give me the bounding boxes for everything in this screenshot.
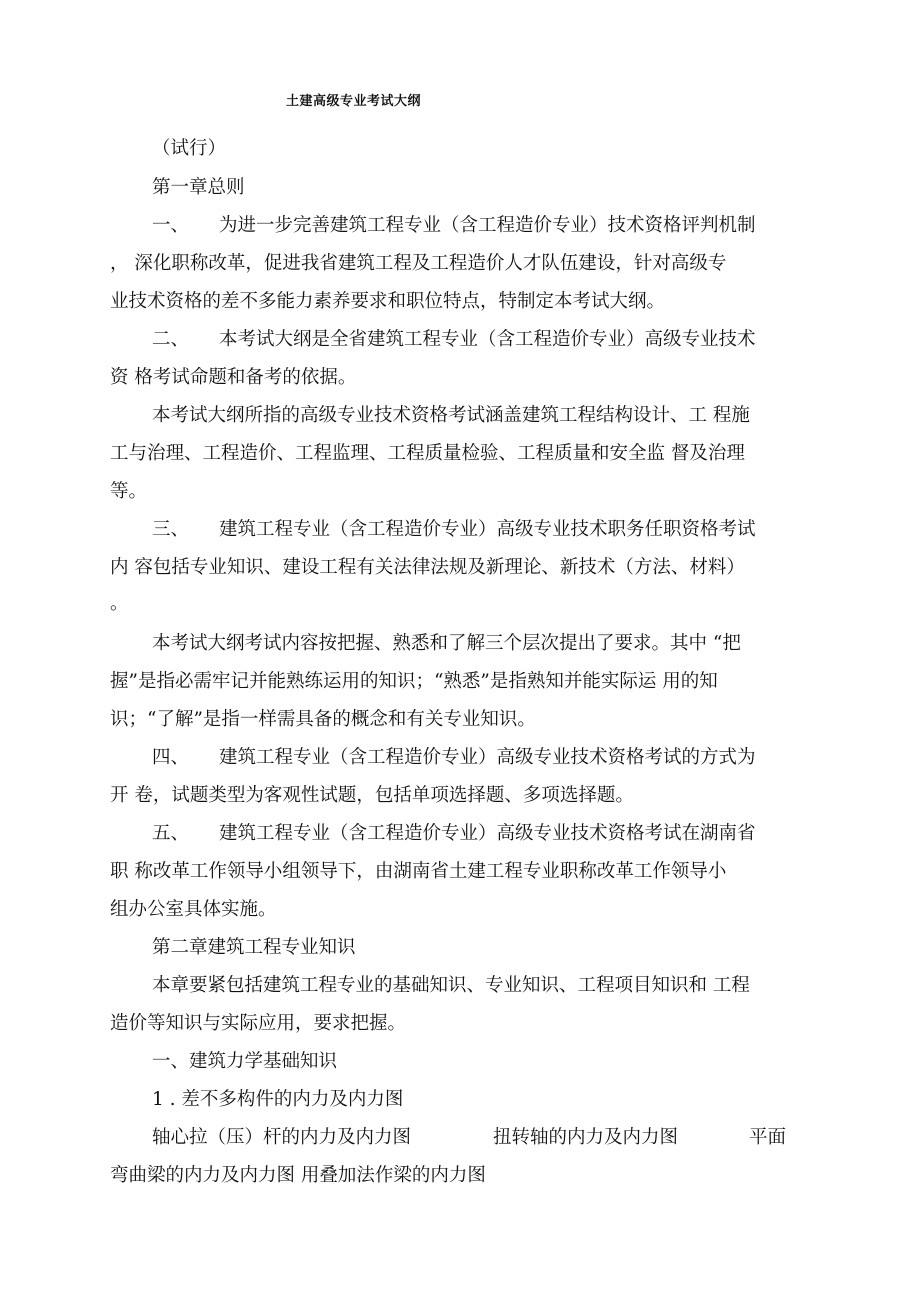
paragraph-5-line-1: 本考试大纲考试内容按把握、熟悉和了解三个层次提出了要求。其中 “把 [152,633,741,654]
paragraph-6-line-2: 开 卷，试题类型为客观性试题，包括单项选择题、多项选择题。 [110,785,634,806]
paragraph-8-line-2: 造价等知识与实际应用，要求把握。 [110,1013,407,1034]
item-torsion-shaft: 扭转轴的内力及内力图 [493,1127,679,1148]
paragraph-7-line-3: 组办公室具体实施。 [110,899,277,920]
chapter-1-heading: 第一章总则 [152,177,245,198]
paragraph-2-line-1: 本考试大纲是全省建筑工程专业（含工程造价专业）高级专业技术 [219,329,756,350]
item-axial-bar: 轴心拉（压）杆的内力及内力图 [152,1127,412,1148]
paragraph-5-line-3: 识；“了解”是指一样需具备的概念和有关专业知识。 [110,709,536,730]
paragraph-6-number: 四、 [152,747,190,768]
paragraph-2-number: 二、 [152,329,190,350]
paragraph-8-line-1: 本章要紧包括建筑工程专业的基础知识、专业知识、工程项目知识和 工程 [152,975,750,996]
paragraph-7-line-1: 建筑工程专业（含工程造价专业）高级专业技术资格考试在湖南省 [219,823,756,844]
item-bending-beam: 弯曲梁的内力及内力图 用叠加法作梁的内力图 [110,1165,486,1186]
paragraph-5-line-2: 握”是指必需牢记并能熟练运用的知识；“熟悉”是指熟知并能实际运 用的知 [110,671,718,692]
paragraph-1-number: 一、 [152,215,190,236]
chapter-2-heading: 第二章建筑工程专业知识 [152,937,356,958]
paragraph-7-number: 五、 [152,823,190,844]
paragraph-7-line-2: 职 称改革工作领导小组领导下，由湖南省土建工程专业职称改革工作领导小 [110,861,727,882]
paragraph-1-line-3: 业技术资格的差不多能力素养要求和职位特点，特制定本考试大纲。 [110,291,666,312]
paragraph-3-line-2: 工与治理、工程造价、工程监理、工程质量检验、工程质量和安全监 督及治理 [110,443,745,464]
paragraph-3-line-1: 本考试大纲所指的高级专业技术资格考试涵盖建筑工程结构设计、工 程施 [152,405,750,426]
section-1-heading: 一、建筑力学基础知识 [152,1051,338,1072]
paragraph-4-line-2: 内 容包括专业知识、建设工程有关法律法规及新理论、新技术（方法、材料） [110,557,745,578]
paragraph-2-line-2: 资 格考试命题和备考的依据。 [110,367,357,388]
item-plane: 平面 [749,1127,787,1148]
paragraph-6-line-1: 建筑工程专业（含工程造价专业）高级专业技术资格考试的方式为 [219,747,756,768]
paragraph-4-line-3: 。 [110,593,129,614]
paragraph-4-line-1: 建筑工程专业（含工程造价专业）高级专业技术职务任职资格考试 [219,519,756,540]
document-subtitle: （试行） [152,138,227,159]
document-title: 土建高级专业考试大纲 [286,94,422,109]
paragraph-3-line-3: 等。 [110,481,148,502]
subsection-1-heading: 1 . 差不多构件的内力及内力图 [152,1089,404,1110]
paragraph-4-number: 三、 [152,519,190,540]
paragraph-1-line-2: ， 深化职称改革，促进我省建筑工程及工程造价人才队伍建设，针对高级专 [110,253,727,274]
paragraph-1-line-1: 为进一步完善建筑工程专业（含工程造价专业）技术资格评判机制 [219,215,756,236]
